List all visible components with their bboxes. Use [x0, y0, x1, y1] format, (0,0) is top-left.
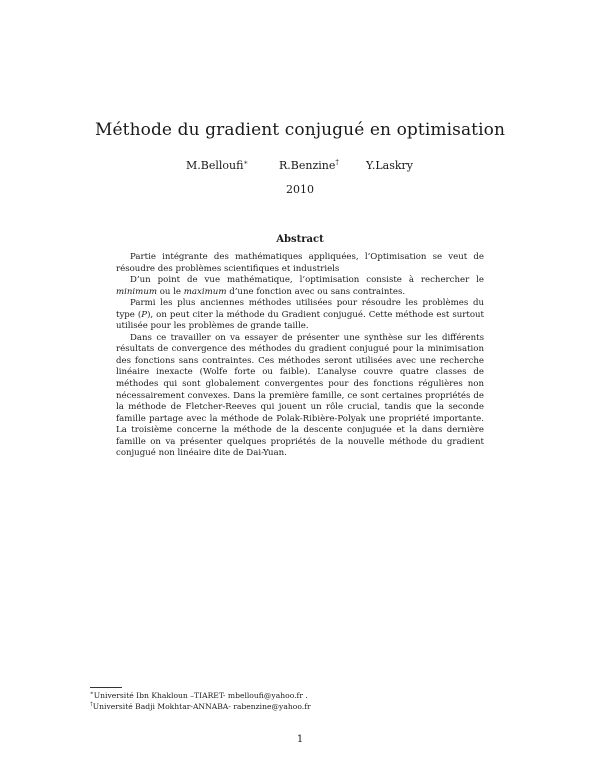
- author-name: Y.Laskry: [366, 159, 413, 172]
- author-benzine: [279, 159, 339, 172]
- text-span: D’un point de vue mathématique, l’optimisation consiste à rechercher le: [130, 275, 484, 286]
- publication-year: 2010: [286, 183, 314, 196]
- text-span: ), on peut citer la méthode du Gradient conjugué. Cette méthode est surtout utilisée pour les problèmes de grande taille.: [116, 309, 485, 332]
- footnote-1: [90, 691, 510, 702]
- author-laskry: [366, 159, 413, 172]
- math-symbol-p: P: [141, 309, 148, 320]
- footnote-2: [90, 702, 510, 713]
- author-belloufi: [186, 159, 248, 172]
- emphasis-maximum: maximum: [183, 286, 227, 297]
- author-footnote-mark: ∗: [243, 158, 249, 167]
- emphasis-minimum: minimum: [116, 286, 158, 297]
- text-span: ou le: [157, 286, 184, 297]
- footnote-divider: [90, 687, 122, 688]
- author-name: M.Belloufi: [186, 159, 244, 172]
- abstract-paragraph-1: Partie intégrante des mathématiques appliquées, l’Optimisation se veut de résoudre des problèmes scientifiques et industriels: [116, 252, 484, 274]
- text-span: Parmi les plus anciennes méthodes utilisées pour résoudre les problèmes du type (: [116, 298, 484, 320]
- text-span: d’une fonction avec ou sans contraintes.: [226, 286, 406, 297]
- footnote-mark: ∗: [90, 690, 94, 697]
- abstract-heading: Abstract: [276, 234, 324, 245]
- abstract-paragraph-3: [116, 298, 484, 333]
- footnote-text: Université Badji Mokhtar-ANNABA- rabenzine@yahoo.fr: [92, 701, 311, 711]
- author-footnote-mark: †: [335, 158, 339, 167]
- abstract-paragraph-4: Dans ce travailler on va essayer de présenter une synthèse sur les différents résultats de convergence des méthodes du gradient conjugué pour la minimisation des fonctions sans contraintes. Ces méthodes seront utilisées avec une recherche linéaire inexacte (Wolfe forte ou faible). L’analyse couvre quatre classes de méthodes qui sont globalement convergentes pour des fonctions régulières non nécessairement convexes. Dans la première famille, ce sont certaines propriétés de la méthode de Fletcher-Reeves qui jouent un rôle crucial, tandis que la seconde famille partage avec la méthode de Polak-Ribière-Polyak une propriété importante. La troisième concerne la méthode de la descente conjuguée et la dans dernière famille on va présenter quelques propriétés de la nouvelle méthode du gradient conjugué non linéaire dite de Dai-Yuan.: [116, 332, 484, 459]
- footnote-mark: †: [90, 700, 93, 707]
- footnote-text: Université Ibn Khakloun –TIARET- mbelloufi@yahoo.fr .: [93, 691, 308, 700]
- abstract-paragraph-2: [116, 275, 484, 298]
- abstract-body: [116, 252, 484, 460]
- author-name: R.Benzine: [279, 159, 336, 172]
- footnotes: [90, 691, 510, 712]
- paper-title: Méthode du gradient conjugué en optimisation: [94, 120, 506, 140]
- page-number: 1: [296, 734, 304, 745]
